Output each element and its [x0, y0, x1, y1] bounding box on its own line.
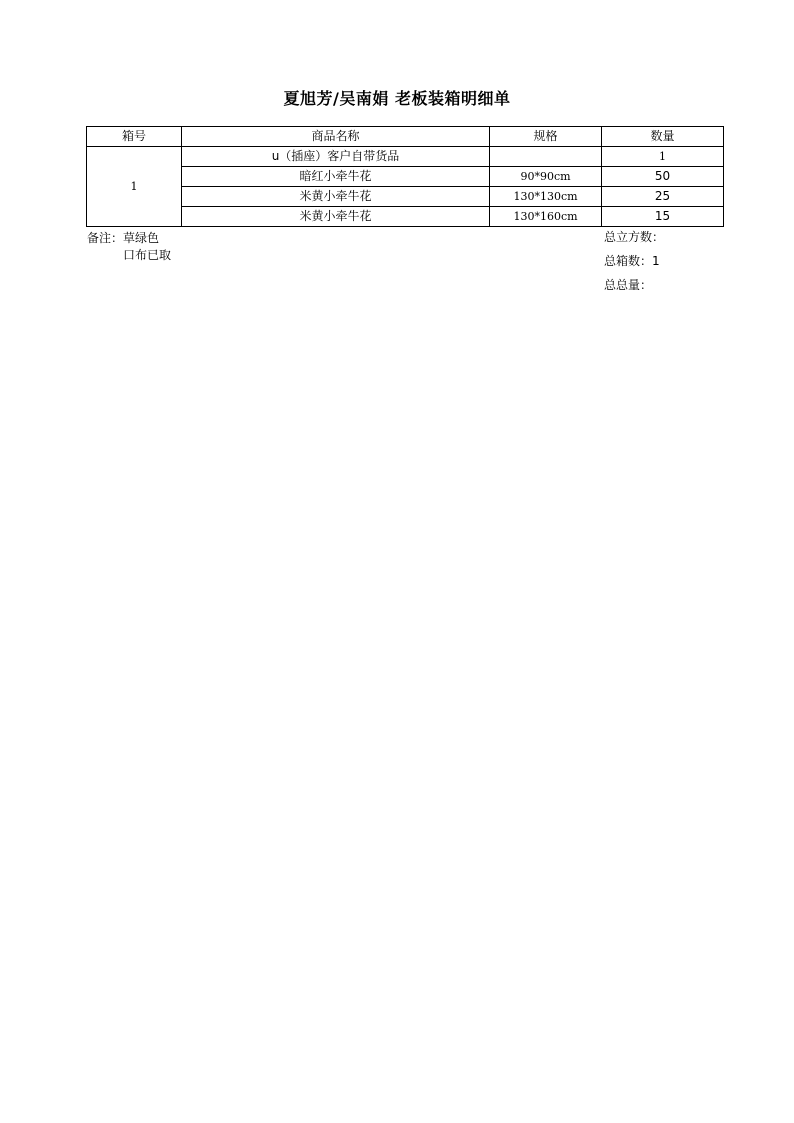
table-row [87, 147, 724, 167]
remarks-block [87, 230, 171, 264]
product-name-cell: u（插座）客户自带货品 [182, 147, 490, 167]
table-row [87, 207, 724, 227]
spec-cell [490, 147, 602, 167]
quantity-cell: 25 [602, 187, 724, 207]
total-volume: 总立方数： [604, 230, 665, 244]
header-product-name: 商品名称 [182, 127, 490, 147]
header-quantity: 数量 [602, 127, 724, 147]
table-header-row [87, 127, 724, 147]
table-row [87, 187, 724, 207]
box-number-cell: 1 [87, 147, 182, 227]
remarks-line-1 [87, 230, 171, 247]
product-name-cell: 米黄小牵牛花 [182, 187, 490, 207]
spec-cell: 90*90cm [490, 167, 602, 187]
remarks-text-1: 草绿色 [123, 231, 160, 245]
total-boxes: 总箱数：1 [604, 254, 660, 268]
product-name-cell: 暗红小牵牛花 [182, 167, 490, 187]
total-weight: 总总量： [604, 278, 653, 292]
packing-list-table [86, 126, 724, 227]
remarks-text-2: 口布已取 [123, 248, 172, 262]
spec-cell: 130*130cm [490, 187, 602, 207]
header-spec: 规格 [490, 127, 602, 147]
spec-cell: 130*160cm [490, 207, 602, 227]
quantity-cell: 1 [602, 147, 724, 167]
document-title: 夏旭芳/吴南娟 老板装箱明细单 [283, 89, 511, 108]
totals-block [604, 229, 664, 301]
product-name-cell: 米黄小牵牛花 [182, 207, 490, 227]
header-box-no: 箱号 [87, 127, 182, 147]
remarks-label: 备注： [87, 231, 124, 245]
quantity-cell: 15 [602, 207, 724, 227]
table-row [87, 167, 724, 187]
quantity-cell: 50 [602, 167, 724, 187]
